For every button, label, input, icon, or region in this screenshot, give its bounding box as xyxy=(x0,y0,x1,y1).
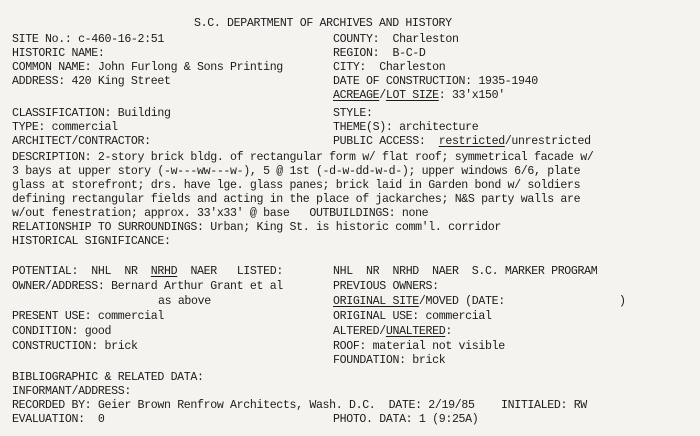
style xyxy=(333,107,379,120)
site-number xyxy=(12,33,164,46)
potential-naer: NAER xyxy=(190,265,217,278)
owner-label: OWNER/ADDRESS: xyxy=(12,280,105,293)
condition-value: good xyxy=(84,325,112,338)
acreage-colon: : xyxy=(438,89,446,102)
marker-program: S.C. MARKER PROGRAM xyxy=(471,265,598,278)
recorded-by-value: Geier Brown Renfrow Architects, Wash. D.C. xyxy=(97,399,376,412)
foundation-label: FOUNDATION: xyxy=(333,354,406,367)
potential-nhl: NHL xyxy=(91,265,112,278)
previous-owners: PREVIOUS OWNERS: xyxy=(333,280,439,293)
historic-name xyxy=(12,47,111,60)
foundation xyxy=(333,354,445,367)
original-use-label: ORIGINAL USE: xyxy=(333,310,419,323)
architect xyxy=(12,135,157,148)
address-value: 420 King Street xyxy=(71,75,171,88)
description-label: DESCRIPTION: xyxy=(12,151,92,164)
common-name-label: COMMON NAME: xyxy=(12,61,92,74)
potential-label: POTENTIAL: xyxy=(12,265,79,278)
type-value: commercial xyxy=(51,121,118,134)
historic-name-label: HISTORIC NAME: xyxy=(12,47,105,60)
site-number-label: SITE No.: xyxy=(12,33,72,46)
roof xyxy=(333,340,505,353)
roof-label: ROOF: xyxy=(333,340,367,353)
description-line-3: glass at storefront; drs. have lge. glass panes; brick laid in Garden bond w/ soldiers xyxy=(12,179,581,192)
region-label: REGION: xyxy=(333,47,380,60)
outbuildings-label: OUTBUILDINGS: xyxy=(309,207,396,220)
acreage-label: ACREAGE xyxy=(333,89,380,102)
relationship-label: RELATIONSHIP TO SURROUNDINGS: xyxy=(12,221,204,234)
date-of-construction-value: 1935-1940 xyxy=(478,75,538,88)
date-of-construction-label: DATE OF CONSTRUCTION: xyxy=(333,75,472,88)
original-use-value: commercial xyxy=(425,310,492,323)
recorded-by-label: RECORDED BY: xyxy=(12,399,92,412)
classification-value: Building xyxy=(117,107,171,120)
themes-value: architecture xyxy=(399,121,479,134)
type-label: TYPE: xyxy=(12,121,46,134)
original-site-label: ORIGINAL SITE xyxy=(333,295,419,308)
description-line-4: defining rectangular fields and acting in the place of jackarches; N&S party walls are xyxy=(12,193,581,206)
construction xyxy=(12,340,138,353)
original-site xyxy=(333,295,505,308)
public-access-label: PUBLIC ACCESS: xyxy=(333,135,426,148)
photo-data-value: 1 (9:25A) xyxy=(418,413,479,426)
site-number-value: c-460-16-2:51 xyxy=(78,33,164,46)
construction-value: brick xyxy=(104,340,138,353)
altered-colon: : xyxy=(445,325,452,338)
present-use-label: PRESENT USE: xyxy=(12,310,92,323)
date-value: 2/19/85 xyxy=(428,399,475,412)
common-name xyxy=(12,61,283,74)
city xyxy=(333,61,445,74)
initialed-value: RW xyxy=(573,399,587,412)
description-text-1: 2-story brick bldg. of rectangular form w/ flat roof; symmetrical facade w/ xyxy=(97,151,594,164)
city-label: CITY: xyxy=(333,61,367,74)
acreage-separator: / xyxy=(379,89,386,102)
county xyxy=(333,33,459,46)
owner-address xyxy=(12,280,283,293)
common-name-value: John Furlong & Sons Printing xyxy=(97,61,283,74)
owner-value: Bernard Arthur Grant et al xyxy=(111,280,283,293)
evaluation-value: 0 xyxy=(97,413,105,426)
classification xyxy=(12,107,171,120)
relationship-value: Urban; King St. is historic comm'l. corridor xyxy=(210,221,501,234)
address xyxy=(12,75,171,88)
listed-nhl: NHL xyxy=(333,265,353,278)
county-value: Charleston xyxy=(392,33,459,46)
recorded-by xyxy=(12,399,587,412)
architect-label: ARCHITECT/CONTRACTOR: xyxy=(12,135,151,148)
potential-nrhd: NRHD xyxy=(150,265,178,278)
informant: INFORMANT/ADDRESS: xyxy=(12,385,131,398)
listed-nr: NR xyxy=(366,265,380,278)
photo-data xyxy=(333,413,478,426)
themes xyxy=(333,121,478,134)
construction-label: CONSTRUCTION: xyxy=(12,340,98,353)
listed-naer: NAER xyxy=(432,265,459,278)
initialed-label: INITIALED: xyxy=(501,399,568,412)
outbuildings-value: none xyxy=(401,207,429,220)
description-line-1 xyxy=(12,151,593,164)
condition-label: CONDITION: xyxy=(12,325,79,338)
county-label: COUNTY: xyxy=(333,33,380,46)
city-value: Charleston xyxy=(379,61,446,74)
type xyxy=(12,121,118,134)
card-title: S.C. DEPARTMENT OF ARCHIVES AND HISTORY xyxy=(194,17,452,30)
classification-label: CLASSIFICATION: xyxy=(12,107,112,120)
original-use xyxy=(333,310,492,323)
description-text-5: w/out fenestration; approx. 33'x33' @ base xyxy=(12,207,290,220)
address-label: ADDRESS: xyxy=(12,75,65,88)
evaluation-label: EVALUATION: xyxy=(12,413,85,426)
relationship xyxy=(12,221,501,234)
public-access xyxy=(333,135,591,148)
historical-significance: HISTORICAL SIGNIFICANCE: xyxy=(12,235,171,248)
moved-date-label: /MOVED (DATE: xyxy=(418,295,505,308)
foundation-value: brick xyxy=(412,354,446,367)
region xyxy=(333,47,426,60)
lot-size-label: LOT SIZE xyxy=(385,89,439,102)
acreage-value: 33'x150' xyxy=(451,89,505,102)
listed-options xyxy=(333,265,597,278)
style-label: STYLE: xyxy=(333,107,373,120)
present-use xyxy=(12,310,164,323)
public-access-unrestricted: /unrestricted xyxy=(504,135,591,148)
evaluation xyxy=(12,413,105,426)
date-label: DATE: xyxy=(388,399,422,412)
listed-label: LISTED: xyxy=(236,265,283,278)
potential-nr: NR xyxy=(124,265,138,278)
potential xyxy=(12,265,283,278)
bibliographic: BIBLIOGRAPHIC & RELATED DATA: xyxy=(12,371,204,384)
present-use-value: commercial xyxy=(97,310,164,323)
altered xyxy=(333,325,452,338)
acreage-lot-size xyxy=(333,89,505,102)
unaltered-label: UNALTERED xyxy=(385,325,446,338)
themes-label: THEME(S): xyxy=(333,121,393,134)
description-line-2: 3 bays at upper story (-w---ww---w-), 5 @ 1st (-d-w-dd-w-d-); upper windows 6/6, plate xyxy=(12,165,581,178)
public-access-restricted: restricted xyxy=(438,135,505,148)
altered-label: ALTERED/ xyxy=(333,325,386,338)
date-of-construction xyxy=(333,75,538,88)
photo-data-label: PHOTO. DATA: xyxy=(333,413,413,426)
region-value: B-C-D xyxy=(392,47,426,60)
moved-date-close: ) xyxy=(619,295,626,308)
owner-value-2: as above xyxy=(158,295,211,308)
listed-nrhd: NRHD xyxy=(392,265,419,278)
roof-value: material not visible xyxy=(372,340,505,353)
description-line-5 xyxy=(12,207,428,220)
condition xyxy=(12,325,111,338)
